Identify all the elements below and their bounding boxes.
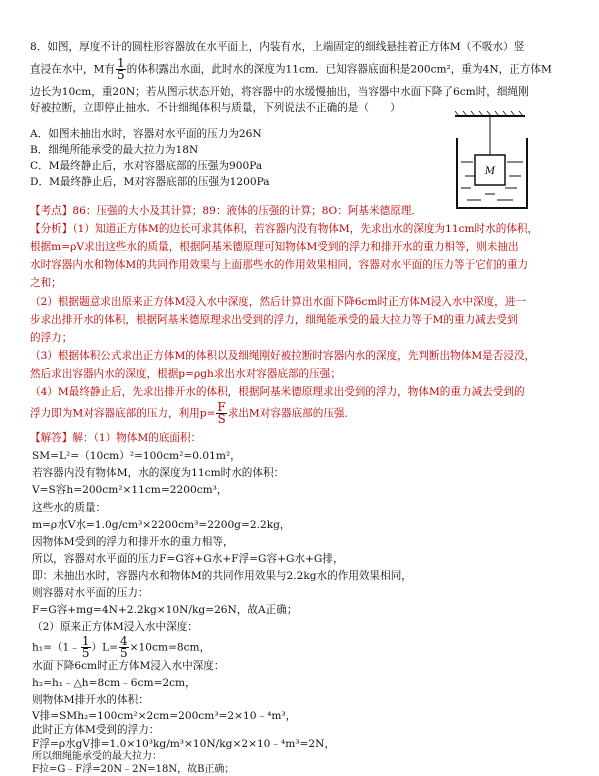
fenxi-line-7: 的浮力； — [30, 332, 73, 344]
question-line-3: 边长为10cm，重20N；若从图示状态开始，将容器中的水缓慢抽出，当容器中水面下降了6cm时，细绳刚 — [30, 86, 529, 98]
container-figure — [445, 110, 545, 215]
option-a: A．如图未抽出水时，容器对水平面的压力为26N — [30, 128, 262, 140]
kaodian-line: 【考点】86：压强的大小及其计算；89：液体的压强的计算；8O：阿基米德原理． — [30, 205, 422, 217]
fenxi-line-11: 浮力即为M对容器底部的压力，利用p= $\frac{F}{S}$ 求出M对容器底部的压强． — [30, 400, 356, 426]
fenxi-line-8: （3）根据体积公式求出正方体M的体积以及细绳刚好被拉断时容器内水的深度，先判断出物体M是否浸没， — [30, 350, 536, 362]
jieda-line-17: V排=SMh₂=100cm²×2cm=200cm³=2×10﹣⁴m³， — [32, 710, 297, 722]
jieda-line-3: 若容器内没有物体M，水的深度为11cm时水的体积： — [32, 467, 285, 479]
fraction-f-over-s: $\frac{F}{S}$ — [217, 400, 226, 426]
fenxi-line-3: 水时容器内水和物体M的共同作用效果与上面那些水的作用效果相同，容器对水平面的压力等于它们的重力 — [30, 259, 529, 271]
fraction-four-fifths: $\frac{4}{5}$ — [120, 634, 128, 660]
question-line-4: 好被拉断，立即停止抽水．不计细绳体积与质量，下列说法不正确的是（ ） — [30, 102, 401, 114]
cube-m-label: M — [484, 166, 496, 177]
jieda-line-11: F=G容+mg=4N+2.2kg×10N/kg=26N，故A正确； — [32, 604, 298, 616]
fenxi-line-6: 步求出排开水的体积，根据阿基米德原理求出受到的浮力，细绳能承受的最大拉力等于M的重力减去受到 — [30, 314, 518, 326]
jieda-line-10: 则容器对水平面的压力： — [32, 587, 149, 599]
jieda-line-7: 因物体M受到的浮力和排开水的重力相等， — [32, 536, 234, 548]
jieda-line-9: 即：未抽出水时，容器内水和物体M的共同作用效果与2.2kg水的作用效果相同， — [32, 570, 412, 582]
jieda-line-1: 【解答】解：（1）物体M的底面积： — [30, 432, 202, 444]
option-d: D．M最终静止后，M对容器底部的压强为1200Pa — [30, 176, 270, 188]
jieda-line-4: V=S容h=200cm²×11cm=2200cm³， — [32, 484, 228, 496]
fenxi-line-2: 根据m=ρV求出这些水的质量，根据阿基米德原理可知物体M受到的浮力和排开水的重力相等，则未抽出 — [30, 241, 519, 253]
fenxi-line-1: 【分析】（1）知道正方体M的边长可求其体积，若容器内没有物体M，先求出水的深度为11cm时水的体积， — [30, 223, 539, 235]
jieda-line-5: 这些水的质量： — [32, 502, 107, 514]
jieda-line-20: 所以细绳能承受的最大拉力： — [32, 751, 162, 762]
question-line-1: 8．如图，厚度不计的圆柱形容器放在水平面上，内装有水，上端固定的细线悬挂着正方体M（不吸水）竖 — [30, 41, 525, 53]
fraction-one-fifth: $\frac{1}{5}$ — [117, 56, 125, 82]
fraction-one-fifth-b: $\frac{1}{5}$ — [81, 634, 90, 660]
jieda-line-19: F浮=ρ水gV排=1.0×10³kg/m³×10N/kg×2×10﹣⁴m³=2N， — [32, 738, 336, 750]
jieda-line-18: 此时正方体M受到的浮力： — [32, 724, 160, 736]
option-c: C．M最终静止后，水对容器底部的压强为900Pa — [30, 160, 263, 172]
fenxi-line-10: （4）M最终静止后，先求出排开水的体积，根据阿基米德原理求出受到的浮力，物体M的重力减去受到的 — [30, 386, 525, 398]
fenxi-line-5: （2）根据题意求出原来正方体M浸入水中深度，然后计算出水面下降6cm时正方体M浸入水中深度，进一 — [30, 296, 527, 308]
option-b: B．细绳所能承受的最大拉力为18N — [30, 144, 199, 156]
jieda-line-12: （2）原来正方体M浸入水中深度： — [32, 621, 198, 633]
jieda-line-13: h₁=（1﹣ $\frac{1}{5}$ ）L= $\frac{4}{5}$ ×10cm=8cm， — [32, 634, 211, 660]
fenxi-line-4: 之和； — [30, 277, 62, 289]
jieda-line-2: SM=L²=（10cm）²=100cm²=0.01m²， — [32, 450, 241, 462]
jieda-line-15: h₂=h₁﹣△h=8cm﹣6cm=2cm， — [32, 677, 196, 689]
jieda-line-14: 水面下降6cm时正方体M浸入水中深度： — [32, 660, 225, 672]
jieda-line-21: F拉=G﹣F浮=20N﹣2N=18N，故B正确； — [32, 764, 235, 775]
jieda-line-16: 则物体M排开水的体积： — [32, 694, 149, 706]
question-line-2: 直浸在水中，M有 $\frac{1}{5}$ 的体积露出水面，此时水的深度为11cm．已知容器底面积是200cm²，重为4N，正方体M — [30, 56, 552, 82]
fenxi-line-9: 然后求出容器内水的深度，根据p=ρgh求出水对容器底部的压强； — [30, 368, 341, 380]
jieda-line-8: 所以，容器对水平面的压力F=G容+G水+F浮=G容+G水+G排， — [32, 553, 344, 565]
jieda-line-6: m=ρ水V水=1.0g/cm³×2200cm³=2200g=2.2kg， — [32, 519, 291, 531]
